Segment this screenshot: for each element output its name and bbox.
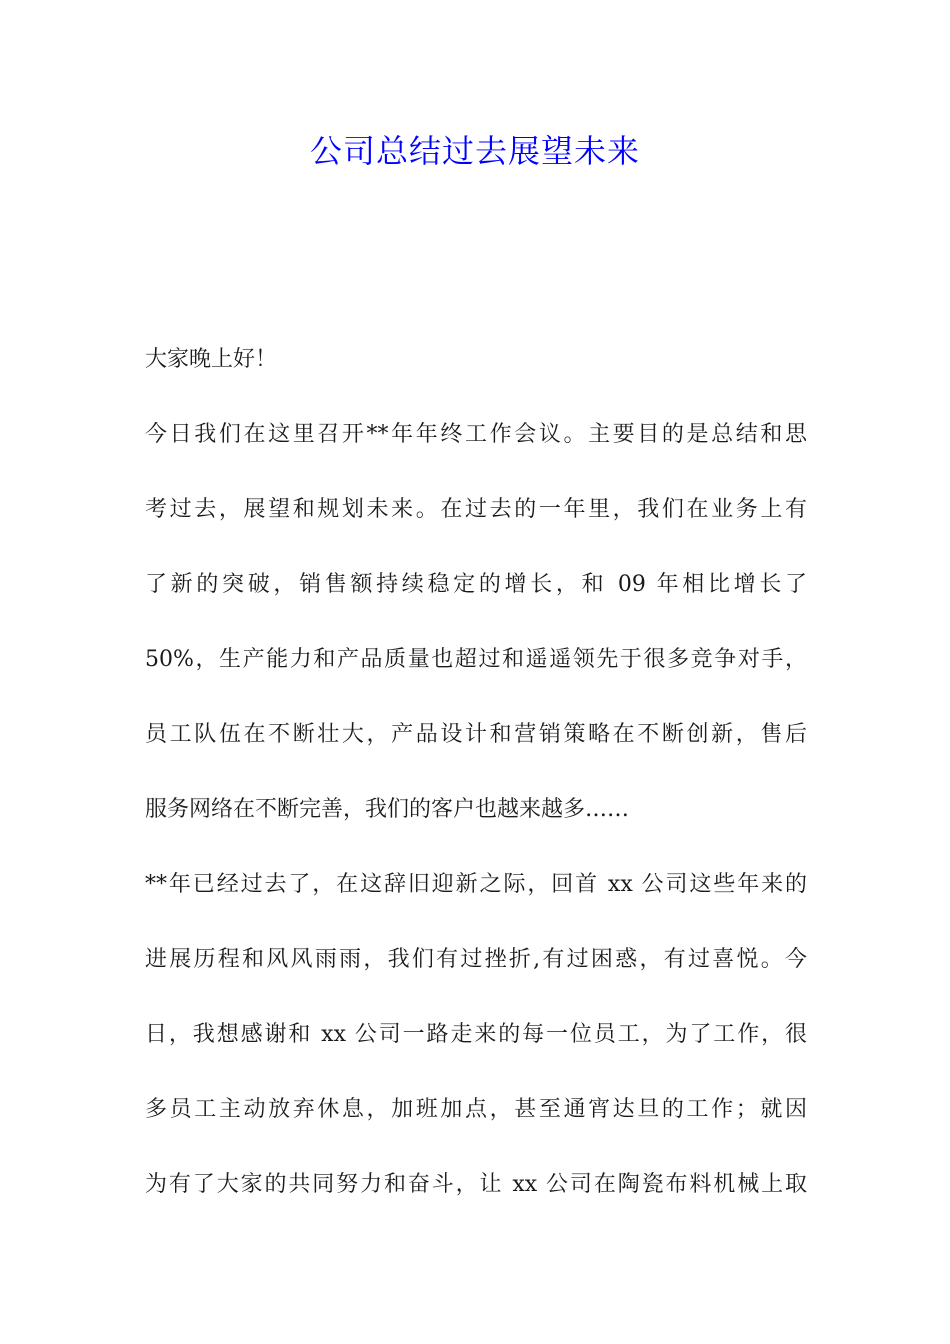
paragraph-line: 多员工主动放弃休息，加班加点，甚至通宵达旦的工作；就因 <box>145 1097 807 1122</box>
paragraph-line: 了新的突破，销售额持续稳定的增长，和 09 年相比增长了 <box>145 572 807 597</box>
paragraph-line: 考过去，展望和规划未来。在过去的一年里，我们在业务上有 <box>145 497 807 522</box>
paragraph-line: **年已经过去了，在这辞旧迎新之际，回首 xx 公司这些年来的 <box>145 872 807 897</box>
document-body <box>145 338 807 1238</box>
paragraph-line: 为有了大家的共同努力和奋斗，让 xx 公司在陶瓷布料机械上取 <box>145 1172 807 1197</box>
paragraph-line: 服务网络在不断完善，我们的客户也越来越多…… <box>145 797 630 822</box>
greeting-line: 大家晚上好！ <box>145 347 278 372</box>
paragraph-line: 50%，生产能力和产品质量也超过和遥遥领先于很多竞争对手， <box>145 647 807 672</box>
paragraph-line: 员工队伍在不断壮大，产品设计和营销策略在不断创新，售后 <box>145 722 807 747</box>
paragraph-line: 日，我想感谢和 xx 公司一路走来的每一位员工，为了工作，很 <box>145 1022 807 1047</box>
paragraph-line: 进展历程和风风雨雨，我们有过挫折,有过困惑，有过喜悦。今 <box>145 947 807 972</box>
document-title: 公司总结过去展望未来 <box>309 132 640 170</box>
paragraph-line: 今日我们在这里召开**年年终工作会议。主要目的是总结和思 <box>145 422 807 447</box>
